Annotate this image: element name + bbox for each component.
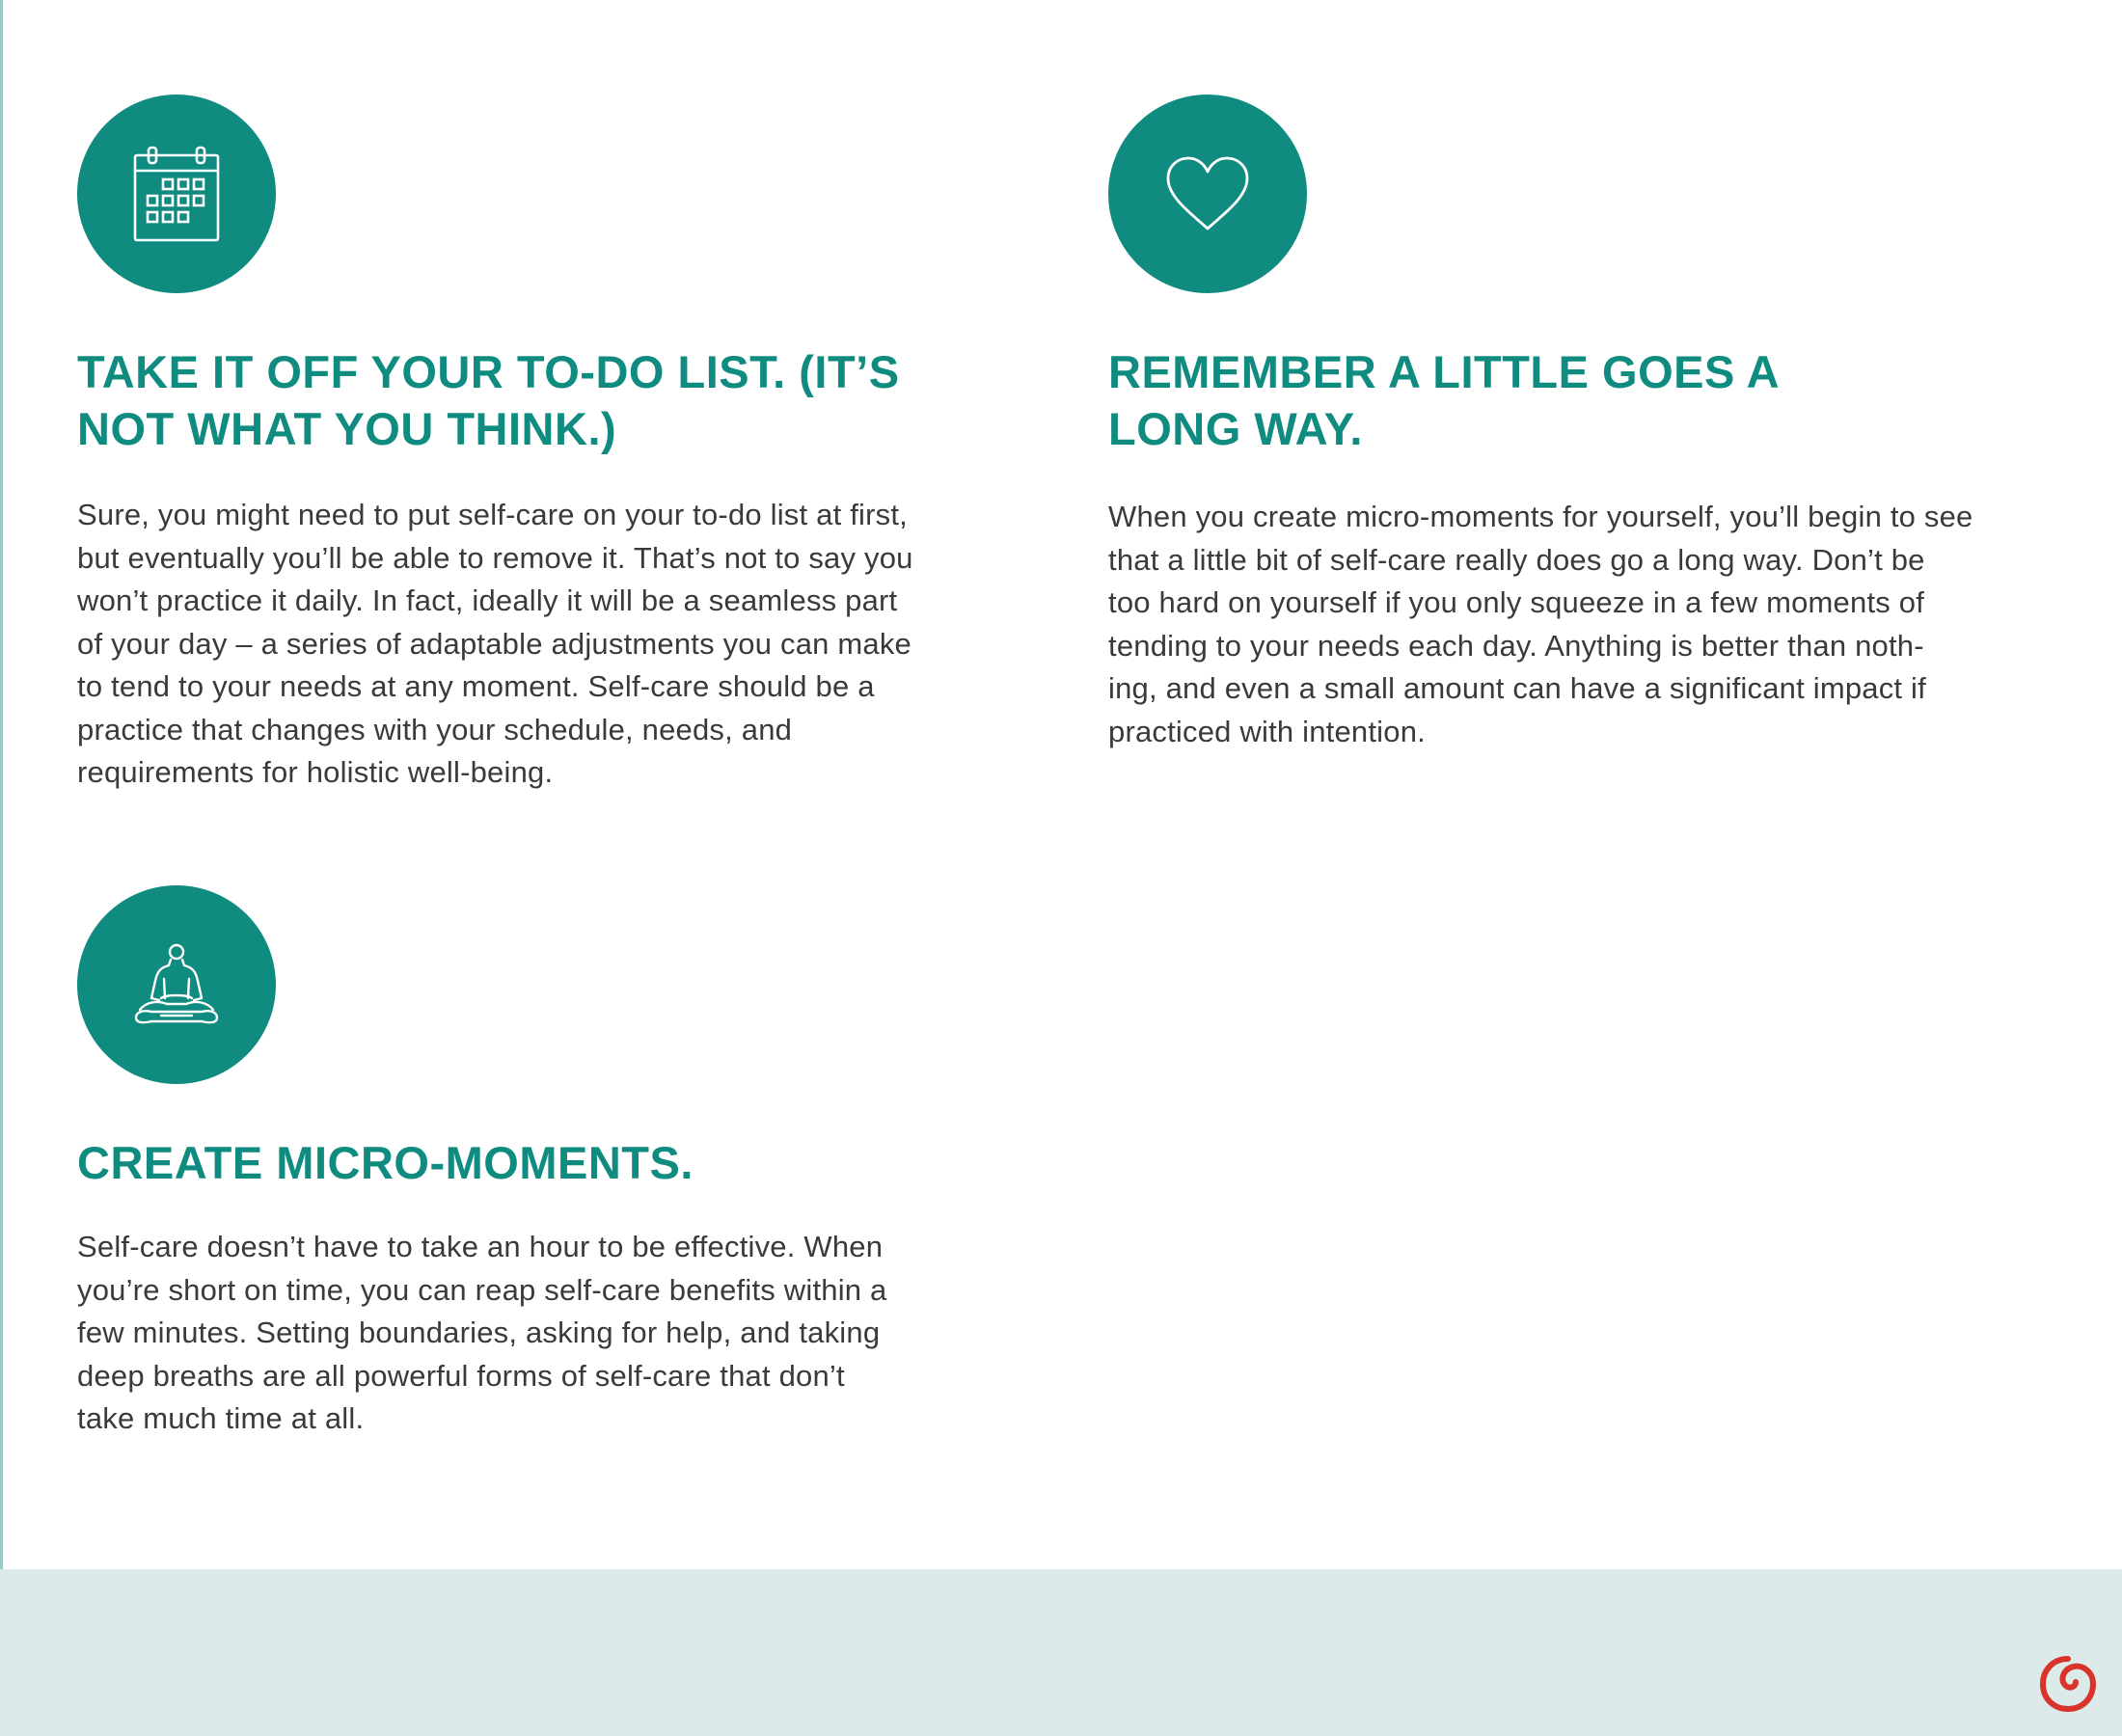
calendar-icon	[133, 146, 220, 242]
section-body: When you create micro-moments for yourself, you’ll begin to see that a little bit of self-care really does go a long way. Don’t be too hard on yourself if you only squeeze in a few moments of tending to your needs each day. Anything is better than noth- ing, and even a small amount can have a significant impact if practiced with intention.	[1108, 500, 1973, 748]
section-heading: REMEMBER A LITTLE GOES A LONG WAY.	[1108, 346, 1781, 454]
calendar-icon-circle	[77, 95, 276, 293]
heart-icon-circle	[1108, 95, 1307, 293]
section-heading: TAKE IT OFF YOUR TO-DO LIST. (IT’S NOT WHAT YOU THINK.)	[77, 346, 900, 454]
left-border-rule	[0, 0, 3, 1569]
spiral-logo-icon	[2035, 1649, 2101, 1715]
section-heading: CREATE MICRO-MOMENTS.	[77, 1137, 694, 1188]
section-todo-list	[77, 95, 1042, 795]
footer-band	[0, 1569, 2122, 1736]
section-micro-moments	[77, 885, 1042, 1441]
meditation-icon	[132, 942, 221, 1027]
section-little-goes-long-way	[1108, 95, 2073, 753]
section-body: Sure, you might need to put self-care on your to-do list at first, but eventually you’ll be able to remove it. That’s not to say you won’t practice it daily. In fact, ideally it will be a seamless part of your day – a series of adaptable adjustments you can make to tend to your needs at any moment. Self-care should be a practice that changes with your schedule, needs, and requirements for holistic well-being.	[77, 498, 913, 789]
meditation-icon-circle	[77, 885, 276, 1084]
section-body: Self-care doesn’t have to take an hour to be effective. When you’re short on time, you can reap self-care benefits within a few minutes. Setting boundaries, asking for help, and taking deep breaths are all powerful forms of self-care that don’t take much time at all.	[77, 1230, 887, 1435]
heart-icon	[1164, 155, 1251, 232]
